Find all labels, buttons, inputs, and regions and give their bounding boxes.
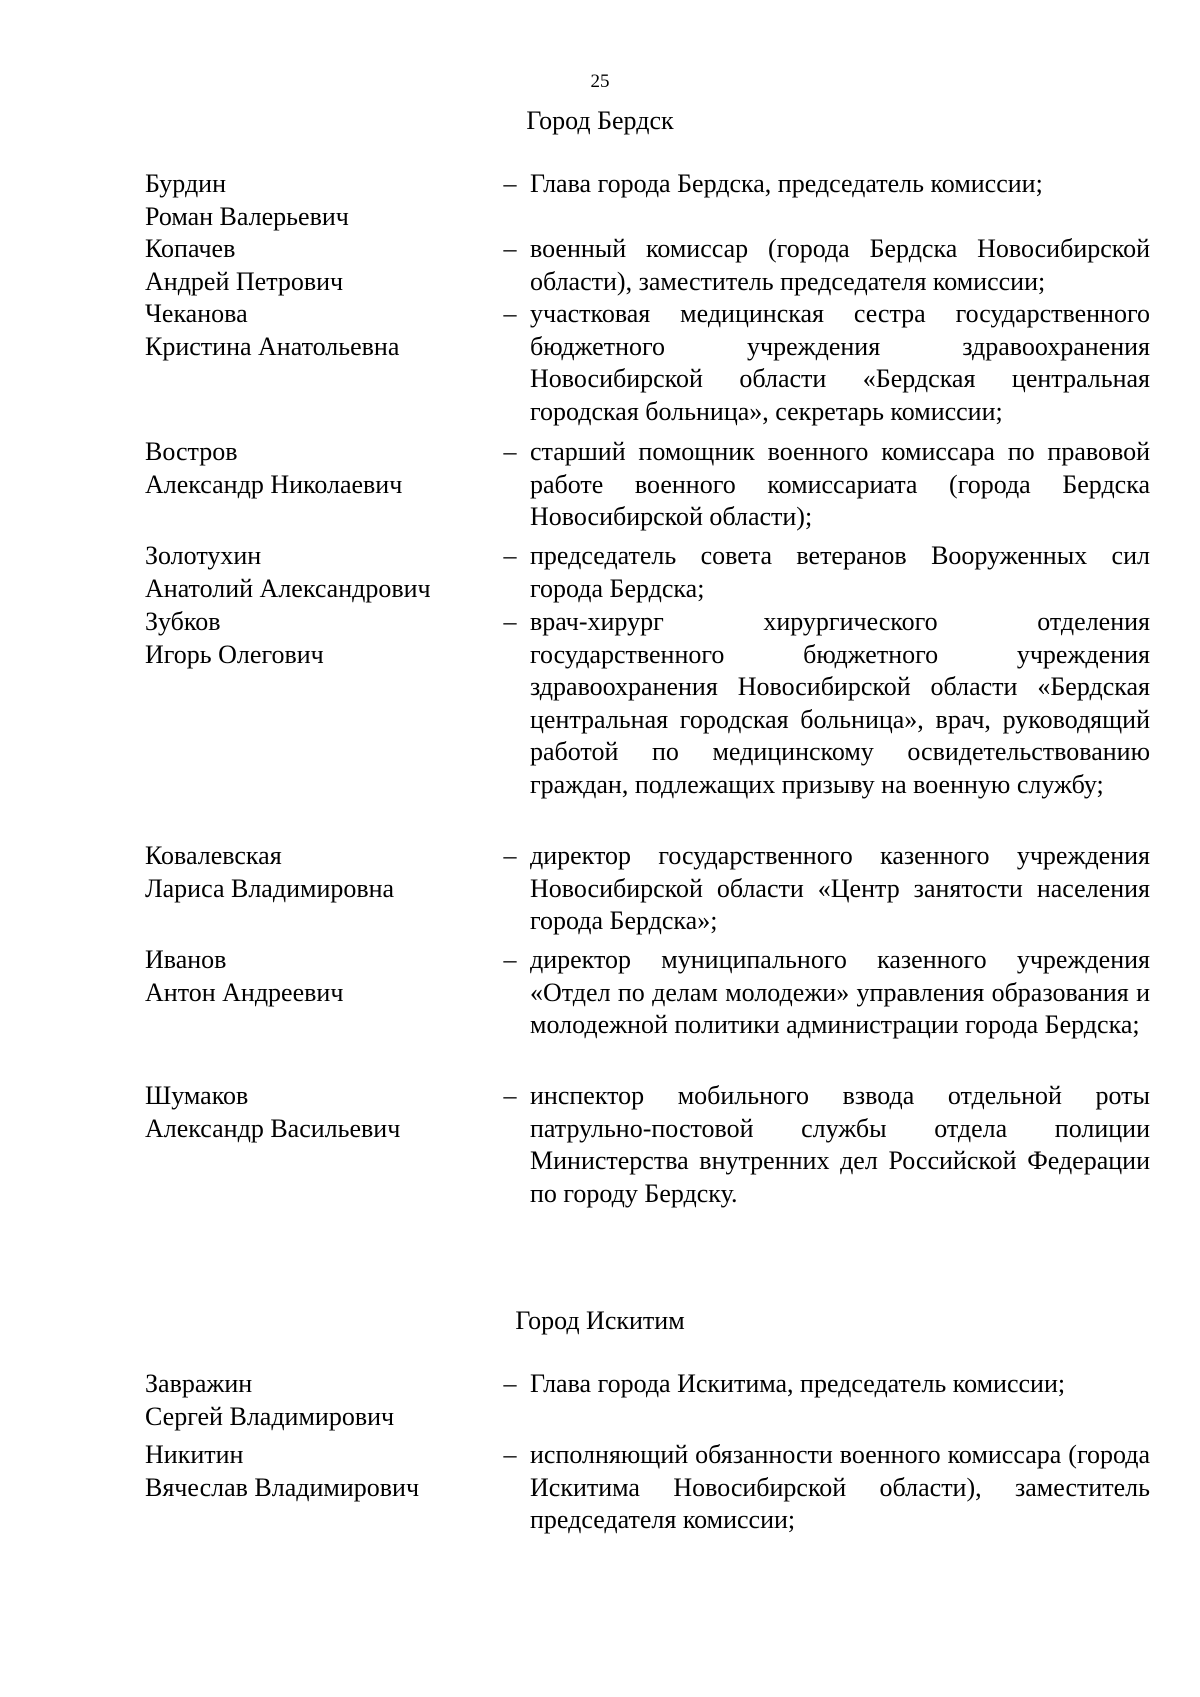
member-entry (145, 168, 1155, 233)
member-surname: Копачев (145, 234, 236, 263)
member-given-name: Лариса Владимировна (145, 873, 395, 903)
member-role: врач-хирург хирургического отделения государственного бюджетного учреждения здравоохранения Новосибирской области «Бердская центральная городская больница», врач, руководящий работой по медицинскому освидетельствованию граждан, подлежащих призыву на военную службу; (530, 607, 1150, 799)
member-surname: Ковалевская (145, 841, 282, 870)
member-surname: Никитин (145, 1440, 244, 1469)
member-entry (145, 233, 1155, 298)
dash: – (503, 945, 517, 974)
section-title-iskitim: Город Искитим (515, 1306, 685, 1335)
member-role: директор муниципального казенного учреждения «Отдел по делам молодежи» управления образования и молодежной политики администрации города Бердска; (530, 945, 1150, 1039)
dash: – (503, 234, 517, 263)
member-given-name: Вячеслав Владимирович (145, 1472, 420, 1502)
member-entry (145, 298, 1155, 436)
member-entry (145, 840, 1155, 944)
member-surname: Золотухин (145, 541, 262, 570)
member-role: участковая медицинская сестра государственного бюджетного учреждения здравоохранения Новосибирской области «Бердская центральная городская больница», секретарь комиссии; (530, 299, 1150, 426)
member-role: старший помощник военного комиссара по правовой работе военного комиссариата (города Бердска Новосибирской области); (530, 437, 1150, 531)
member-given-name: Антон Андреевич (145, 977, 344, 1007)
dash: – (503, 541, 517, 570)
member-entry (145, 1080, 1155, 1216)
member-entry (145, 1368, 1155, 1439)
member-role: военный комиссар (города Бердска Новосибирской области), заместитель председателя комиссии; (530, 234, 1150, 296)
member-role: председатель совета ветеранов Вооруженных сил города Бердска; (530, 541, 1150, 603)
member-name (145, 840, 490, 905)
dash: – (503, 1440, 517, 1469)
member-given-name: Кристина Анатольевна (145, 331, 400, 361)
dash: – (503, 1081, 517, 1110)
member-surname: Иванов (145, 945, 227, 974)
member-name (145, 298, 490, 363)
member-surname: Чеканова (145, 299, 248, 328)
member-name (145, 606, 490, 671)
member-surname: Зубков (145, 607, 221, 636)
member-list-berdsk (145, 168, 1155, 1216)
dash: – (503, 1369, 517, 1398)
member-name (145, 1368, 490, 1433)
member-role: директор государственного казенного учреждения Новосибирской области «Центр занятости населения города Бердска»; (530, 841, 1150, 935)
member-name (145, 168, 490, 233)
member-entry (145, 606, 1155, 840)
dash: – (503, 299, 517, 328)
member-role: инспектор мобильного взвода отдельной роты патрульно-постовой службы отдела полиции Министерства внутренних дел Российской Федерации по городу Бердску. (530, 1081, 1150, 1208)
member-surname: Завражин (145, 1369, 253, 1398)
member-given-name: Андрей Петрович (145, 266, 344, 296)
section-title-berdsk: Город Бердск (526, 106, 674, 135)
member-entry (145, 436, 1155, 540)
member-name (145, 1439, 490, 1504)
member-given-name: Роман Валерьевич (145, 201, 349, 231)
member-name (145, 233, 490, 298)
member-name (145, 436, 490, 501)
member-surname: Бурдин (145, 169, 226, 198)
member-name (145, 540, 490, 605)
member-surname: Востров (145, 437, 238, 466)
member-surname: Шумаков (145, 1081, 249, 1110)
dash: – (503, 437, 517, 466)
dash: – (503, 169, 517, 198)
member-entry (145, 1439, 1155, 1543)
member-given-name: Сергей Владимирович (145, 1401, 395, 1431)
member-given-name: Александр Васильевич (145, 1113, 401, 1143)
member-given-name: Игорь Олегович (145, 639, 324, 669)
member-role: Глава города Бердска, председатель комиссии; (530, 169, 1043, 198)
member-name (145, 944, 490, 1009)
member-role: исполняющий обязанности военного комиссара (города Искитима Новосибирской области), заместитель председателя комиссии; (530, 1440, 1150, 1534)
member-name (145, 1080, 490, 1145)
dash: – (503, 841, 517, 870)
dash: – (503, 607, 517, 636)
member-list-iskitim (145, 1368, 1155, 1543)
member-entry (145, 540, 1155, 606)
member-entry (145, 944, 1155, 1080)
page-number: 25 (590, 71, 610, 92)
member-role: Глава города Искитима, председатель комиссии; (530, 1369, 1066, 1398)
member-given-name: Анатолий Александрович (145, 573, 431, 603)
member-given-name: Александр Николаевич (145, 469, 403, 499)
